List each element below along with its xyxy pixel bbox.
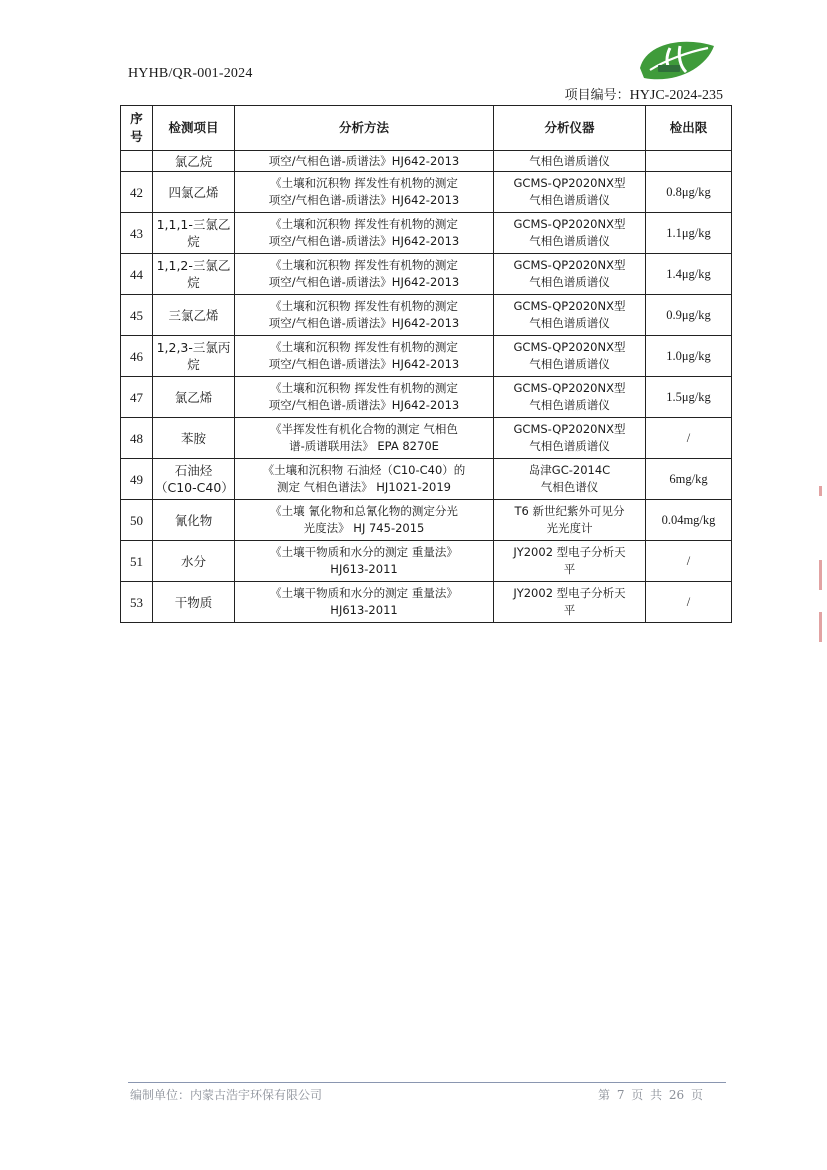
method-line: 《半挥发性有机化合物的测定 气相色 <box>270 422 458 436</box>
cell-no: 46 <box>121 336 153 377</box>
cell-method <box>235 295 494 336</box>
method-line: 项空/气相色谱-质谱法》HJ642-2013 <box>268 398 460 412</box>
cell-no: 50 <box>121 500 153 541</box>
cell-limit: 1.1μg/kg <box>646 213 732 254</box>
cell-no: 49 <box>121 459 153 500</box>
method-line: 光度法》 HJ 745-2015 <box>303 521 425 535</box>
cell-limit: 0.8μg/kg <box>646 172 732 213</box>
cell-item: 三氯乙烯 <box>153 295 235 336</box>
instrument-line: JY2002 型电子分析天 <box>513 586 626 600</box>
method-line: 《土壤和沉积物 挥发性有机物的测定 <box>270 176 458 190</box>
instrument-line: 气相色谱质谱仪 <box>529 316 610 330</box>
cell-method <box>235 172 494 213</box>
instrument-line: GCMS-QP2020NX型 <box>513 299 626 313</box>
cell-no: 42 <box>121 172 153 213</box>
cell-limit: / <box>646 582 732 623</box>
cell-limit: 0.04mg/kg <box>646 500 732 541</box>
cell-instrument <box>494 213 646 254</box>
cell-item: 干物质 <box>153 582 235 623</box>
doc-code: HYHB/QR-001-2024 <box>128 66 253 81</box>
instrument-line: GCMS-QP2020NX型 <box>513 340 626 354</box>
cell-method <box>235 541 494 582</box>
footer-unit: 编制单位：内蒙古浩宇环保有限公司 <box>130 1088 323 1102</box>
header-serial: 序 号 <box>121 106 153 151</box>
method-line: 测定 气相色谱法》 HJ1021-2019 <box>276 480 452 494</box>
cell-limit: 0.9μg/kg <box>646 295 732 336</box>
cell-item: 水分 <box>153 541 235 582</box>
detection-methods-table <box>120 105 732 623</box>
method-line: 《土壤 氰化物和总氰化物的测定分光 <box>270 504 458 518</box>
cell-item: 1,1,1-三氯乙烷 <box>153 213 235 254</box>
cell-item: 氯乙烯 <box>153 377 235 418</box>
method-line: 项空/气相色谱-质谱法》HJ642-2013 <box>268 234 460 248</box>
cell-instrument <box>494 377 646 418</box>
instrument-line: GCMS-QP2020NX型 <box>513 217 626 231</box>
cell-item: 1,1,2-三氯乙烷 <box>153 254 235 295</box>
cell-method <box>235 500 494 541</box>
cell-item: 氰化物 <box>153 500 235 541</box>
instrument-line: 气相色谱质谱仪 <box>529 193 610 207</box>
cell-item: 石油烃（C10-C40） <box>153 459 235 500</box>
method-line: 《土壤干物质和水分的测定 重量法》 <box>270 586 458 600</box>
method-line: HJ613-2011 <box>330 603 398 617</box>
instrument-line: 气相色谱仪 <box>540 480 599 494</box>
cell-instrument <box>494 459 646 500</box>
cell-method <box>235 336 494 377</box>
method-line: 《土壤干物质和水分的测定 重量法》 <box>270 545 458 559</box>
instrument-line: 光光度计 <box>546 521 593 535</box>
scan-edge-mark <box>819 560 822 590</box>
cell-method <box>235 582 494 623</box>
instrument-line: 平 <box>563 603 576 617</box>
cell-no: 45 <box>121 295 153 336</box>
header-limit: 检出限 <box>646 106 732 151</box>
method-line: 《土壤和沉积物 石油烃（C10-C40）的 <box>262 463 466 477</box>
method-line: 项空/气相色谱-质谱法》HJ642-2013 <box>268 193 460 207</box>
table-row <box>121 336 732 377</box>
cell-instrument <box>494 418 646 459</box>
method-line: 《土壤和沉积物 挥发性有机物的测定 <box>270 217 458 231</box>
instrument-line: JY2002 型电子分析天 <box>513 545 626 559</box>
instrument-line: T6 新世纪紫外可见分 <box>514 504 625 518</box>
cell-method <box>235 459 494 500</box>
cell-method <box>235 377 494 418</box>
table-row-continuation <box>121 151 732 172</box>
instrument-line: 气相色谱质谱仪 <box>529 234 610 248</box>
instrument-line: 岛津GC-2014C <box>528 463 611 477</box>
header-method: 分析方法 <box>235 106 494 151</box>
scan-edge-mark <box>819 612 822 642</box>
table-header-row <box>121 106 732 151</box>
cell-instrument <box>494 172 646 213</box>
table-row <box>121 295 732 336</box>
cell-instrument <box>494 254 646 295</box>
method-line: 项空/气相色谱-质谱法》HJ642-2013 <box>268 316 460 330</box>
instrument-line: GCMS-QP2020NX型 <box>513 176 626 190</box>
company-logo-icon <box>636 38 718 84</box>
cell-method: 项空/气相色谱-质谱法》HJ642-2013 <box>235 151 494 172</box>
cell-no: 48 <box>121 418 153 459</box>
scan-edge-mark <box>819 486 822 496</box>
cell-no: 53 <box>121 582 153 623</box>
cell-limit: / <box>646 418 732 459</box>
cell-method <box>235 418 494 459</box>
instrument-line: 气相色谱质谱仪 <box>529 357 610 371</box>
instrument-line: 平 <box>563 562 576 576</box>
cell-item: 苯胺 <box>153 418 235 459</box>
table-row <box>121 418 732 459</box>
method-line: HJ613-2011 <box>330 562 398 576</box>
cell-method <box>235 213 494 254</box>
cell-instrument <box>494 295 646 336</box>
table-row <box>121 254 732 295</box>
cell-item: 氯乙烷 <box>153 151 235 172</box>
header-item: 检测项目 <box>153 106 235 151</box>
cell-instrument <box>494 500 646 541</box>
project-number <box>565 84 723 104</box>
method-line: 《土壤和沉积物 挥发性有机物的测定 <box>270 381 458 395</box>
table-row <box>121 459 732 500</box>
footer-page-info: 第 7 页 共 26 页 <box>598 1088 703 1102</box>
method-line: 《土壤和沉积物 挥发性有机物的测定 <box>270 340 458 354</box>
instrument-line: 气相色谱质谱仪 <box>529 275 610 289</box>
cell-instrument <box>494 336 646 377</box>
footer-divider <box>128 1082 726 1083</box>
table-row <box>121 172 732 213</box>
cell-instrument <box>494 582 646 623</box>
cell-no: 43 <box>121 213 153 254</box>
cell-limit: 1.5μg/kg <box>646 377 732 418</box>
table-row <box>121 377 732 418</box>
cell-instrument: 气相色谱质谱仪 <box>494 151 646 172</box>
header-instrument: 分析仪器 <box>494 106 646 151</box>
cell-limit <box>646 151 732 172</box>
instrument-line: GCMS-QP2020NX型 <box>513 422 626 436</box>
cell-item: 1,2,3-三氯丙烷 <box>153 336 235 377</box>
cell-no: 44 <box>121 254 153 295</box>
method-line: 项空/气相色谱-质谱法》HJ642-2013 <box>268 275 460 289</box>
cell-limit: / <box>646 541 732 582</box>
instrument-line: GCMS-QP2020NX型 <box>513 258 626 272</box>
cell-no: 47 <box>121 377 153 418</box>
method-line: 谱-质谱联用法》 EPA 8270E <box>289 439 439 453</box>
instrument-line: GCMS-QP2020NX型 <box>513 381 626 395</box>
instrument-line: 气相色谱质谱仪 <box>529 439 610 453</box>
table-row <box>121 500 732 541</box>
cell-instrument <box>494 541 646 582</box>
method-line: 《土壤和沉积物 挥发性有机物的测定 <box>270 258 458 272</box>
method-line: 《土壤和沉积物 挥发性有机物的测定 <box>270 299 458 313</box>
project-number-label: 项目编号： <box>564 88 630 103</box>
cell-limit: 1.0μg/kg <box>646 336 732 377</box>
cell-method <box>235 254 494 295</box>
project-number-value: HYJC-2024-235 <box>629 88 723 103</box>
table-row <box>121 213 732 254</box>
cell-no <box>121 151 153 172</box>
cell-limit: 6mg/kg <box>646 459 732 500</box>
cell-limit: 1.4μg/kg <box>646 254 732 295</box>
method-line: 项空/气相色谱-质谱法》HJ642-2013 <box>268 357 460 371</box>
cell-item: 四氯乙烯 <box>153 172 235 213</box>
table-row <box>121 541 732 582</box>
instrument-line: 气相色谱质谱仪 <box>529 398 610 412</box>
table-row <box>121 582 732 623</box>
cell-no: 51 <box>121 541 153 582</box>
